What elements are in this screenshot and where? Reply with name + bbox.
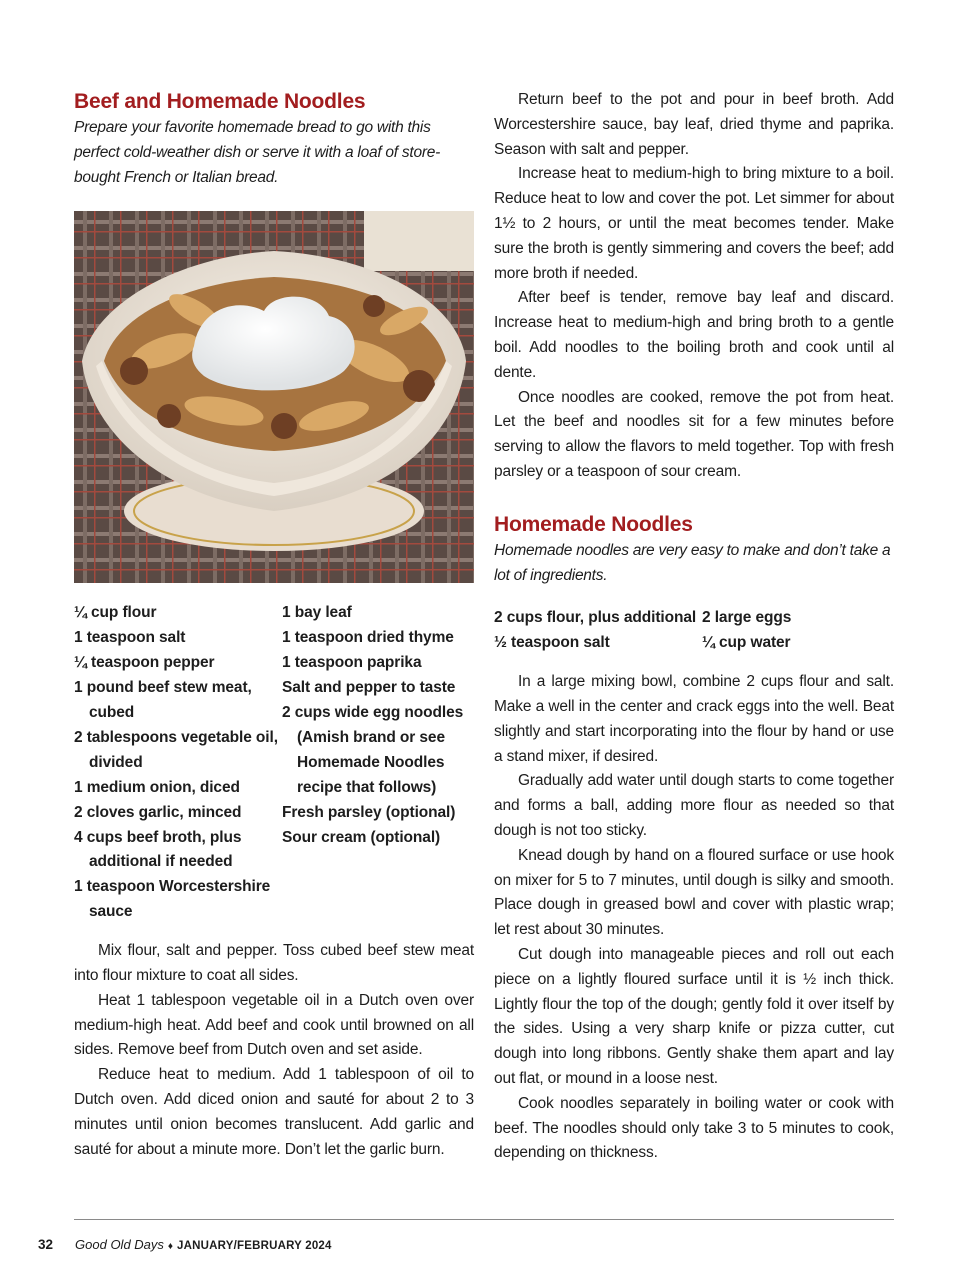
direction-paragraph: Cook noodles separately in boiling water or cook with beef. The noodles should only take 3 to 5 minutes to cook, depending on thickness.	[494, 1094, 894, 1162]
directions-noodles	[494, 670, 894, 1166]
ingredient-column-left	[494, 606, 702, 656]
ingredient-item: 2 tablespoons vegetable oil, divided	[74, 728, 278, 771]
page-number: 32	[38, 1237, 54, 1252]
ingredient-item: 2 cloves garlic, minced	[74, 803, 242, 821]
ingredient-item: ½ teaspoon salt	[494, 634, 610, 652]
directions-left	[74, 939, 474, 1162]
ingredient-item: 2 large eggs	[702, 609, 792, 627]
ingredient-item: Fresh parsley (optional)	[282, 803, 456, 821]
ingredient-item: 1 teaspoon salt	[74, 629, 186, 647]
magazine-name: Good Old Days	[75, 1237, 164, 1252]
page-footer	[38, 1237, 332, 1255]
direction-paragraph: Gradually add water until dough starts to come together and forms a ball, adding more flour as needed so that dough is not too sticky.	[494, 772, 894, 839]
footer-rule	[74, 1219, 894, 1220]
recipe-title: Beef and Homemade Noodles	[74, 90, 366, 113]
ingredient-item: ¼ cup flour	[74, 604, 157, 622]
direction-paragraph: After beef is tender, remove bay leaf and discard. Increase heat to medium-high and bring broth to a gentle boil. Add noodles to the boiling broth and cook until al dente.	[494, 289, 894, 381]
recipe-title: Homemade Noodles	[494, 512, 693, 536]
direction-paragraph: Mix flour, salt and pepper. Toss cubed beef stew meat into flour mixture to coat all sides.	[74, 942, 474, 984]
direction-paragraph: Reduce heat to medium. Add 1 tablespoon of oil to Dutch oven. Add diced onion and sauté for about 2 to 3 minutes until onion becomes translucent. Add garlic and sauté for about a minute more. Don’t let the garlic burn.	[74, 1066, 474, 1158]
recipe-intro: Homemade noodles are very easy to make and don’t take a lot of ingredients.	[494, 541, 891, 584]
recipe-intro: Prepare your favorite homemade bread to go with this perfect cold-weather dish or serve it with a loaf of store-bought French or Italian bread.	[74, 119, 441, 186]
direction-paragraph: In a large mixing bowl, combine 2 cups flour and salt. Make a well in the center and crack eggs into the well. Beat slightly and start incorporating into the flour by hand or use a stand mixer, if desired.	[494, 673, 894, 765]
ingredient-item: Sour cream (optional)	[282, 828, 441, 846]
direction-paragraph: Increase heat to medium-high to bring mixture to a boil. Reduce heat to low and cover the pot. Let simmer for about 1½ to 2 hours, or until the meat becomes tender. Make sure the broth is gently simmering and covers the beef; add more broth if needed.	[494, 165, 894, 282]
direction-paragraph: Knead dough by hand on a floured surface or use hook on mixer for 5 to 7 minutes, until dough is silky and smooth. Place dough in greased bowl and cover with plastic wrap; let rest about 30 minutes.	[494, 846, 894, 939]
direction-paragraph: Return beef to the pot and pour in beef broth. Add Worcestershire sauce, bay leaf, dried thyme and paprika. Season with salt and pepper.	[494, 91, 894, 158]
ingredient-item: ¼ teaspoon pepper	[74, 654, 215, 672]
ingredient-item: 2 cups flour, plus additional	[494, 609, 697, 627]
ingredient-list	[74, 601, 474, 925]
ingredient-item: 1 teaspoon Worcestershire sauce	[74, 878, 271, 921]
issue-date: JANUARY/FEBRUARY 2024	[177, 1240, 332, 1252]
ingredient-item: 1 teaspoon paprika	[282, 654, 422, 672]
left-column	[74, 88, 474, 1162]
ingredient-item: 4 cups beef broth, plus additional if needed	[74, 828, 242, 871]
ingredient-list	[494, 606, 894, 656]
ingredient-item: 1 bay leaf	[282, 604, 352, 622]
ingredient-item: 1 medium onion, diced	[74, 778, 240, 796]
right-column	[494, 88, 894, 1166]
dish-photo	[74, 211, 474, 583]
ingredient-item: Salt and pepper to taste	[282, 679, 456, 697]
direction-paragraph: Cut dough into manageable pieces and roll out each piece on a lightly floured surface until it is ½ inch thick. Lightly flour the top of the dough; gently fold it over itself by the sides. Using a very sharp knife or pizza cutter, cut dough into long ribbons. Gently shake them apart and lay out flat, or mound in a loose nest.	[494, 945, 894, 1087]
ingredient-column-left	[74, 601, 282, 925]
ingredient-item: 2 cups wide egg noodles (Amish brand or see Homemade Noodles recipe that follows)	[282, 704, 464, 796]
ingredient-column-right	[282, 601, 474, 925]
diamond-icon: ♦	[167, 1241, 174, 1252]
ingredient-item: 1 teaspoon dried thyme	[282, 629, 454, 647]
direction-paragraph: Heat 1 tablespoon vegetable oil in a Dutch oven over medium-high heat. Add beef and cook until browned on all sides. Remove beef from Dutch oven and set aside.	[74, 991, 474, 1059]
ingredient-item: 1 pound beef stew meat, cubed	[74, 679, 252, 722]
ingredient-item: ¼ cup water	[702, 634, 791, 652]
ingredient-column-right	[702, 606, 894, 656]
direction-paragraph: Once noodles are cooked, remove the pot from heat. Let the beef and noodles sit for a few minutes before serving to allow the flavors to meld together. Top with fresh parsley or a teaspoon of sour cream.	[494, 388, 894, 480]
directions-right	[494, 88, 894, 485]
